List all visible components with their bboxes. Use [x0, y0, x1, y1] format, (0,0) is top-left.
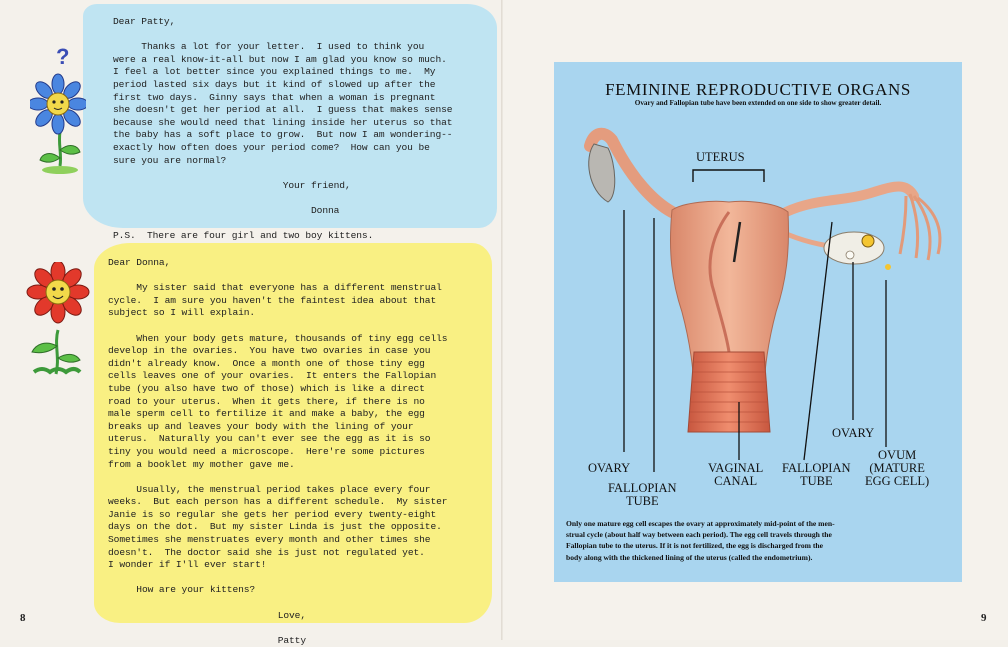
label-fallopian-right: FALLOPIAN TUBE — [782, 461, 851, 488]
red-flower-illustration — [20, 262, 90, 388]
page-number-left: 8 — [20, 612, 26, 624]
letter-line: she doesn't get her period at all. I guess that makes sense — [113, 104, 453, 116]
caption-line: Fallopian tube to the uterus. If it is not fertilized, the egg is discharged from the — [566, 541, 823, 551]
label-vaginal-canal: VAGINAL CANAL — [708, 461, 764, 488]
letter-line: subject so I will explain. — [108, 307, 256, 319]
letter-line: days on the dot. But my sister Linda is just the opposite. — [108, 521, 442, 533]
right-ovary — [824, 232, 884, 264]
letter-line — [108, 622, 447, 635]
letter-line: Patty — [108, 634, 307, 646]
label-ovary-right: OVARY — [832, 426, 875, 440]
blue-flower-illustration — [30, 42, 86, 176]
letter-line: Sometimes she menstruates every month and other times she — [108, 534, 431, 546]
caption-line: strual cycle (about half way between each period). The egg cell travels through the — [566, 530, 832, 540]
letter-line: Usually, the menstrual period takes place every four — [108, 483, 431, 495]
letter-line: exactly how often does your period come? How can you be — [113, 141, 430, 153]
label-uterus: UTERUS — [696, 150, 745, 164]
letter-line: Thanks a lot for your letter. I used to think you — [113, 41, 425, 53]
letter-line: Love, — [108, 609, 307, 621]
letter-line: doesn't. The doctor said she is just not regulated yet. — [108, 546, 425, 558]
reproductive-diagram-panel — [554, 62, 962, 582]
letter-line: period lasted six days but it kind of slowed up after the — [113, 78, 436, 90]
letter-line: didn't already know. Once a month one of those tiny egg — [108, 357, 425, 369]
diagram-caption — [566, 518, 950, 563]
page-number-right: 9 — [981, 612, 987, 624]
letter-line: sure you are normal? — [113, 154, 227, 166]
letter-line: tiny you would need a microscope. Here're some pictures — [108, 445, 425, 457]
letter-line: When your body gets mature, thousands of tiny egg cells — [108, 332, 448, 344]
diagram-title: FEMININE REPRODUCTIVE ORGANS — [605, 80, 911, 99]
letter-line: first two days. Ginny says that when a woman is pregnant — [113, 91, 436, 103]
letter-line: cycle. I am sure you haven't the faintest idea about that — [108, 294, 437, 306]
letter-line: male sperm cell to fertilize it and make a baby, the egg — [108, 408, 425, 420]
letter-from-patty — [94, 243, 492, 646]
letter-line: because she would need that lining inside her uterus so that — [113, 116, 453, 128]
letter-line: the baby has a soft place to grow. But now I am wondering-- — [113, 129, 453, 141]
letter-line: How are your kittens? — [108, 584, 256, 596]
letter-line: I feel a lot better since you explained things to me. My — [113, 66, 436, 78]
label-fallopian-left: FALLOPIAN TUBE — [608, 481, 677, 508]
letter-line: I wonder if I'll ever start! — [108, 559, 267, 571]
letter-line: from a booklet my mother gave me. — [108, 458, 295, 470]
letter-line: Donna — [113, 204, 340, 216]
letter-line: uterus. Naturally you can't ever see the egg as it is so — [108, 433, 431, 445]
diagram-subtitle: Ovary and Fallopian tube have been extended on one side to show greater detail. — [634, 99, 882, 107]
letter-line — [108, 320, 447, 333]
letter-line — [108, 270, 447, 283]
left-ovary — [589, 144, 615, 202]
letter-line — [108, 597, 447, 610]
letter-line — [113, 29, 452, 42]
letter-line: road to your uterus. When it gets there, if there is no — [108, 395, 425, 407]
uterus-diagram — [554, 62, 962, 482]
letter-line: breaks up and leaves your body with the lining of your — [108, 420, 414, 432]
svg-text:?: ? — [56, 44, 70, 69]
left-page — [0, 0, 503, 646]
letter-line — [108, 471, 447, 484]
letter-line — [113, 192, 452, 205]
caption-line: Only one mature egg cell escapes the ovary at approximately mid-point of the men- — [566, 519, 835, 528]
letter-line: tube (you also have two of those) which is like a direct — [108, 382, 425, 394]
letter-line — [113, 167, 452, 180]
letter-line: P.S. There are four girl and two boy kittens. — [113, 230, 374, 242]
letter-from-donna — [83, 4, 497, 242]
letter-line: Dear Patty, — [113, 16, 176, 27]
letter-line: cells leaves one of your ovaries. It enters the Fallopian — [108, 370, 437, 382]
letter-line: weeks. But each person has a different schedule. My sister — [108, 496, 448, 508]
letter-line: My sister said that everyone has a different menstrual — [108, 282, 442, 294]
right-fallopian-tube — [786, 187, 914, 213]
caption-line: body along with the thickened lining of the uterus (called the endometrium). — [566, 552, 813, 562]
label-ovum: OVUM (MATURE EGG CELL) — [865, 448, 930, 488]
letter-line — [108, 572, 447, 585]
letter-line: Dear Donna, — [108, 257, 171, 268]
letter-line — [113, 218, 452, 231]
uterus-bracket — [693, 170, 764, 182]
letter-line: were a real know-it-all but now I am glad you know so much. — [113, 53, 447, 65]
letter-body — [113, 16, 452, 243]
letter-body — [108, 257, 447, 647]
letter-line: Your friend, — [113, 179, 351, 191]
letter-line: Janie is so regular she gets her period every twenty-eight — [108, 508, 437, 520]
letter-line: develop in the ovaries. You have two ovaries in case you — [108, 345, 431, 357]
fimbriae — [900, 194, 940, 260]
ovum — [885, 264, 891, 270]
label-ovary-left: OVARY — [588, 461, 631, 475]
